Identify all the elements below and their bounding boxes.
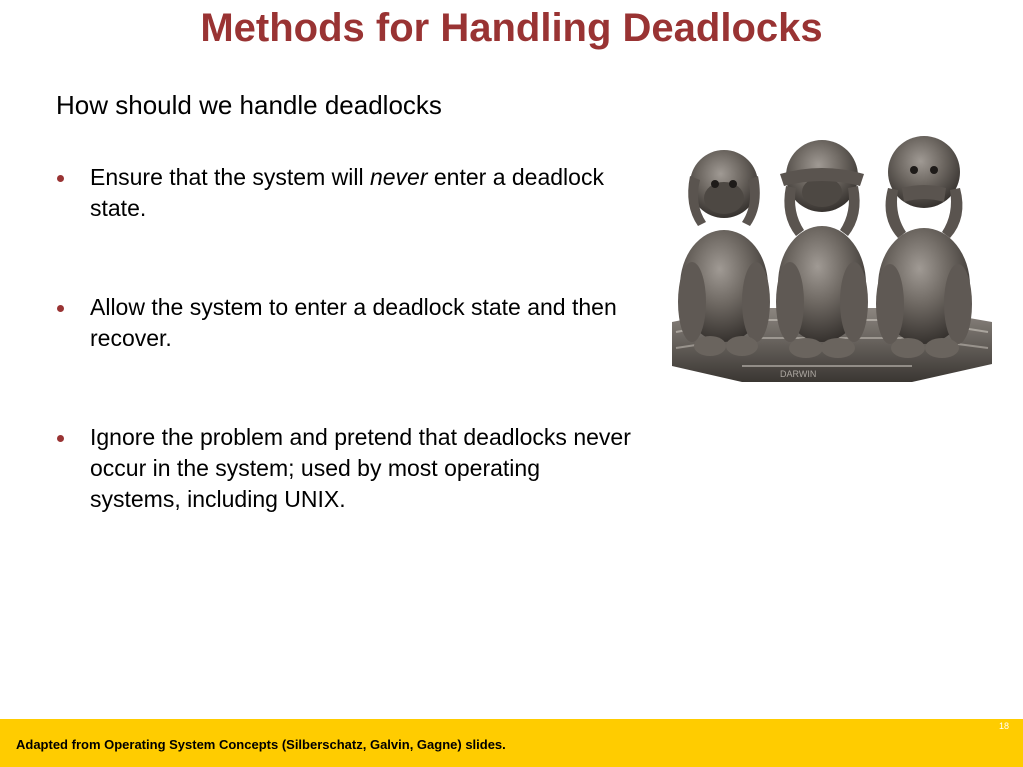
bullet-text: Allow the system to enter a deadlock state and then recover. [90, 294, 617, 351]
footer-bar [0, 719, 1023, 767]
page-number: 18 [998, 721, 1009, 731]
bullet-item-1 [56, 162, 636, 224]
bullet-dot-icon [57, 435, 64, 442]
bullet-item-2 [56, 292, 636, 354]
footer-credit: Adapted from Operating System Concepts (Silberschatz, Galvin, Gagne) slides. [16, 737, 506, 752]
slide-subtitle: How should we handle deadlocks [56, 90, 442, 120]
bullet-list [56, 162, 636, 515]
bullet-text: Ensure that the system will never enter a deadlock state. [90, 164, 604, 221]
bullet-item-3 [56, 422, 636, 515]
darwin-inscription: DARWIN [780, 369, 817, 379]
three-monkeys-image [662, 126, 998, 398]
slide-title: Methods for Handling Deadlocks [200, 6, 823, 50]
bullet-text: Ignore the problem and pretend that deadlocks never occur in the system; used by most operating systems, including UNIX. [90, 424, 631, 512]
bullet-dot-icon [57, 175, 64, 182]
bullet-dot-icon [57, 305, 64, 312]
